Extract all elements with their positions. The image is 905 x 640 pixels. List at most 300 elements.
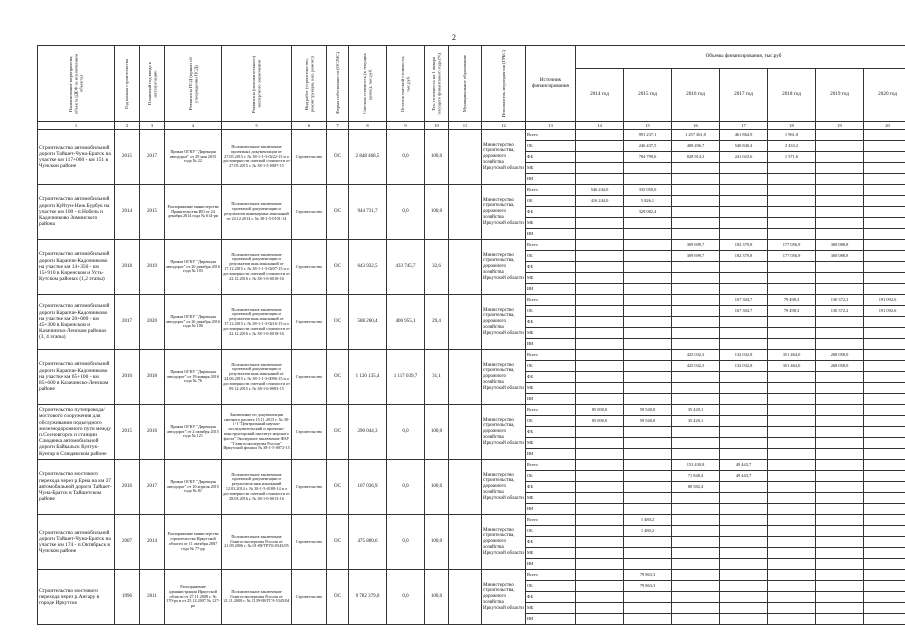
funding-value <box>864 471 905 482</box>
funding-value <box>576 284 624 295</box>
work-type: Строительство <box>292 570 327 625</box>
source-label: МБ <box>526 218 576 229</box>
funding-value <box>816 196 864 207</box>
expert-details: Положительное заключение Главгосэкспертизы России от 21.09.2006 г. № 01-08/ТРУБ-0543/05 <box>222 515 292 570</box>
funding-value <box>864 372 905 383</box>
funding-value <box>864 438 905 449</box>
funding-value <box>768 372 816 383</box>
municipality <box>449 570 482 625</box>
source-label: ОБ <box>526 306 576 317</box>
column-header-label: Наименование мероприятия, объекта (ДЕФ за исключением объекта) <box>68 53 84 114</box>
funding-value <box>864 515 905 526</box>
funding-value <box>672 570 720 581</box>
funding-value <box>720 207 768 218</box>
funding-value <box>864 240 905 251</box>
readiness: 100,0 <box>425 185 449 240</box>
funding-value <box>864 361 905 372</box>
source-label: ИИ <box>526 284 576 295</box>
funding-value: 79 863,3 <box>624 570 672 581</box>
funding-value: 246 437,5 <box>624 141 672 152</box>
funding-value <box>672 592 720 603</box>
psd-details: Приказ ОГКУ "Дирекция автодорог" от 26 декабря 2016 года № 103 <box>165 240 222 295</box>
readiness: 100,0 <box>425 130 449 185</box>
funding-value <box>816 581 864 592</box>
funding-value <box>672 526 720 537</box>
funding-value <box>624 460 672 471</box>
funding-value: 991 237,1 <box>624 130 672 141</box>
funding-value <box>816 515 864 526</box>
funding-value <box>576 471 624 482</box>
column-header-label: Форма собственности (ОС/МС) <box>334 52 340 115</box>
funding-value <box>672 229 720 240</box>
funding-value <box>864 603 905 614</box>
funding-value <box>768 383 816 394</box>
funding-value: 241 023,6 <box>720 152 768 163</box>
funding-value: 268 058,0 <box>816 361 864 372</box>
table-row <box>38 350 905 361</box>
funding-value <box>624 559 672 570</box>
column-header-label: Остаток сметной стоимости, тыс.руб. <box>400 55 411 112</box>
funding-value <box>672 548 720 559</box>
end-year: 2017 <box>140 130 165 185</box>
index-cell: 5 <box>222 122 292 130</box>
funding-value <box>672 504 720 515</box>
funding-value: 182 379,8 <box>720 240 768 251</box>
source-label: МБ <box>526 273 576 284</box>
estimated-cost: 107 036,9 <box>349 460 387 515</box>
index-cell: 9 <box>387 122 425 130</box>
funding-value <box>576 130 624 141</box>
funding-value <box>768 185 816 196</box>
funding-value <box>624 394 672 405</box>
work-type: Строительство <box>292 350 327 405</box>
funding-value <box>576 350 624 361</box>
funding-value: 351 464,0 <box>768 350 816 361</box>
funding-value <box>624 383 672 394</box>
expert-details: Положительное заключение проектной документации и результатов инж.изысканий от 17.12.2015 г. № 38-1-1-3-0216-15 и о достоверности сметной стоимости от 22.12.2016 г. № 38-1-6-0018-16 <box>222 295 292 350</box>
index-cell: 7 <box>327 122 349 130</box>
funding-value <box>768 427 816 438</box>
readiness: 32,6 <box>425 240 449 295</box>
funding-value <box>816 405 864 416</box>
funding-value <box>624 306 672 317</box>
funding-value: 191 092,6 <box>864 306 905 317</box>
funding-value <box>864 262 905 273</box>
estimated-cost: 588 260,4 <box>349 295 387 350</box>
funding-value <box>768 405 816 416</box>
start-year: 2015 <box>115 405 140 460</box>
municipality <box>449 295 482 350</box>
funding-value <box>768 449 816 460</box>
funding-value <box>816 130 864 141</box>
funding-value: 1 480,2 <box>624 526 672 537</box>
psd-details: Приказ ОГКУ "Дирекция автодорог" от 2 октября 2015 года № 121 <box>165 405 222 460</box>
column-header <box>165 46 222 122</box>
funding-value <box>816 592 864 603</box>
remaining-cost: 406 955,1 <box>387 295 425 350</box>
funding-value: 309 699,7 <box>672 251 720 262</box>
funding-value <box>768 471 816 482</box>
column-header-label: Вид работ (строительство, реконструкция, кап. ремонт) <box>303 55 314 112</box>
funding-value: 351 464,0 <box>768 361 816 372</box>
funding-value <box>624 174 672 185</box>
work-type: Строительство <box>292 130 327 185</box>
funding-value: 329 082,4 <box>624 207 672 218</box>
index-cell: 20 <box>864 122 905 130</box>
end-year: 2017 <box>140 460 165 515</box>
column-header <box>38 46 115 122</box>
funding-value: 85 000,0 <box>576 405 624 416</box>
column-header-label: Муниципальное образование <box>462 54 468 113</box>
municipality <box>449 350 482 405</box>
funding-value <box>624 328 672 339</box>
funding-value <box>816 603 864 614</box>
funding-value: 130 372,2 <box>816 295 864 306</box>
funding-value <box>672 603 720 614</box>
funding-value <box>672 328 720 339</box>
funding-value <box>720 427 768 438</box>
funding-value <box>672 284 720 295</box>
funding-value <box>720 548 768 559</box>
funding-value <box>576 394 624 405</box>
funding-value <box>864 229 905 240</box>
column-header <box>292 46 327 122</box>
funding-value <box>816 460 864 471</box>
funding-value <box>864 592 905 603</box>
psd-details: Приказ ОГКУ "Дирекция автодорог" от 10 апреля 2015 года № 81 <box>165 460 222 515</box>
funding-value <box>576 427 624 438</box>
executor: Министерство строительства, дорожного хозяйства Иркутской области <box>482 350 526 405</box>
funding-value: 784 799,6 <box>624 152 672 163</box>
source-label: ОБ <box>526 416 576 427</box>
funding-value <box>768 526 816 537</box>
funding-value <box>816 614 864 625</box>
source-label: ИИ <box>526 504 576 515</box>
funding-value <box>768 394 816 405</box>
header-row <box>38 46 905 69</box>
source-label: ФБ <box>526 152 576 163</box>
end-year: 2014 <box>140 515 165 570</box>
funding-value <box>864 328 905 339</box>
estimated-cost: 290 044,3 <box>349 405 387 460</box>
funding-value <box>864 141 905 152</box>
column-header <box>140 46 165 122</box>
funding-value <box>624 163 672 174</box>
funding-value <box>768 460 816 471</box>
funding-value <box>720 581 768 592</box>
funding-value <box>768 317 816 328</box>
source-label: Всего <box>526 295 576 306</box>
source-label: ИИ <box>526 174 576 185</box>
funding-value <box>576 174 624 185</box>
funding-value <box>720 185 768 196</box>
funding-value <box>864 493 905 504</box>
funding-value <box>576 229 624 240</box>
executor: Министерство строительства, дорожного хозяйства Иркутской области <box>482 405 526 460</box>
expert-details: Положительное заключение Главгосэкспертизы России от 21.11.2008 г. № 1139-08/ГГЭ-5345/04 <box>222 570 292 625</box>
funding-value <box>576 504 624 515</box>
funding-value <box>768 284 816 295</box>
table-row <box>38 295 905 306</box>
funding-value <box>576 218 624 229</box>
end-year: 2011 <box>140 570 165 625</box>
index-cell: 18 <box>768 122 816 130</box>
source-label: Всего <box>526 570 576 581</box>
funding-value <box>672 537 720 548</box>
funding-value: 425 032,3 <box>672 350 720 361</box>
estimated-cost: 475 800,6 <box>349 515 387 570</box>
funding-value <box>672 449 720 460</box>
funding-value <box>576 240 624 251</box>
funding-value <box>624 317 672 328</box>
index-cell: 6 <box>292 122 327 130</box>
work-type: Строительство <box>292 460 327 515</box>
source-label: ИИ <box>526 449 576 460</box>
source-label: МБ <box>526 328 576 339</box>
funding-value: 309 699,7 <box>672 240 720 251</box>
funding-value <box>816 218 864 229</box>
column-header <box>482 46 526 122</box>
funding-value: 1 571,6 <box>768 152 816 163</box>
column-header-label: Реквизиты ПСД (приказ об утверждении ПСД) <box>187 57 198 110</box>
source-label: ОБ <box>526 361 576 372</box>
funding-value <box>864 218 905 229</box>
funding-value <box>672 394 720 405</box>
expert-details: Положительное заключение проектной документации и результатов инж.изысканий от 24.06.2015 г. № 38-1-1-3-0096-15 и о достоверности сметной стоимости от 09.12.2015 г. № 38-1-6-0083-15 <box>222 350 292 405</box>
funding-value <box>720 328 768 339</box>
funding-value <box>720 174 768 185</box>
remaining-cost: 0,0 <box>387 185 425 240</box>
funding-value <box>576 548 624 559</box>
funding-value <box>720 383 768 394</box>
funding-value <box>624 339 672 350</box>
ownership: ОС <box>327 515 349 570</box>
funding-value <box>576 537 624 548</box>
funding-value <box>624 240 672 251</box>
funding-value: 167 304,7 <box>720 306 768 317</box>
funding-value: 408 496,7 <box>672 141 720 152</box>
funding-value <box>864 416 905 427</box>
funding-value: 167 304,7 <box>720 295 768 306</box>
funding-value: 80 582,4 <box>672 482 720 493</box>
funding-value: 546 244,0 <box>576 185 624 196</box>
funding-value <box>720 394 768 405</box>
page-number: 2 <box>452 33 456 42</box>
funding-value <box>576 207 624 218</box>
municipality <box>449 515 482 570</box>
year-header: 2018 год <box>768 69 816 122</box>
remaining-cost: 0,0 <box>387 460 425 515</box>
object-name: Строительство автомобильной дороги Куйтун-Ниж.Бурбук на участке км 100 - п.Нобель и Кадочниково Зиминского района <box>38 185 115 240</box>
funding-value: 1 480,2 <box>624 515 672 526</box>
readiness: 100,0 <box>425 570 449 625</box>
start-year: 2014 <box>115 185 140 240</box>
funding-value <box>576 372 624 383</box>
object-name: Строительство автомобильной дороги Карапчи-Кадочниково на участке км 14+350 - км 15+910 в Киренском и Усть-Кутском районах (1,2 этапы) <box>38 240 115 295</box>
expert-details: Положительное заключение проектной документации и результатов инженерных изысканий от 24.12.2014 г. № 38-1-5-0101-14 <box>222 185 292 240</box>
work-type: Строительство <box>292 515 327 570</box>
source-label: ФБ <box>526 372 576 383</box>
start-year: 2007 <box>115 515 140 570</box>
column-header <box>449 46 482 122</box>
funding-value <box>720 515 768 526</box>
municipality <box>449 185 482 240</box>
funding-value: 49 443,7 <box>720 471 768 482</box>
executor: Министерство строительства, дорожного хозяйства Иркутской области <box>482 240 526 295</box>
funding-value <box>624 350 672 361</box>
funding-value <box>624 218 672 229</box>
column-header <box>425 46 449 122</box>
psd-details: Распоряжение администрации Иркутской области от 27.11.2008 г. № 170-ра и от 25.12.2007 № 127-ра <box>165 570 222 625</box>
funding-value <box>816 471 864 482</box>
funding-value <box>624 592 672 603</box>
executor: Министерство строительства, дорожного хозяйства Иркутской области <box>482 570 526 625</box>
source-label: ИИ <box>526 559 576 570</box>
funding-value <box>864 185 905 196</box>
funding-value <box>768 416 816 427</box>
funding-value <box>576 614 624 625</box>
table-row <box>38 130 905 141</box>
funding-value <box>768 262 816 273</box>
funding-value <box>768 163 816 174</box>
column-header-label: Сметная стоимость (в текущих ценах), тыс.руб. <box>362 53 373 114</box>
funding-value <box>768 515 816 526</box>
object-name: Строительство мостового перехода через р.Ерма на км 37 автомобильной дороги Тайшет-Чуна-Братск в Тайшетском районе <box>38 460 115 515</box>
table-row <box>38 185 905 196</box>
funding-value <box>816 537 864 548</box>
funding-value <box>624 427 672 438</box>
column-header-label: Тех. готовность на 1 января текущего финансового года (%) <box>431 52 442 115</box>
end-year: 2019 <box>140 240 165 295</box>
estimated-cost: 9 782 379,0 <box>349 570 387 625</box>
funding-value <box>768 207 816 218</box>
estimated-cost: 944 731,7 <box>349 185 387 240</box>
funding-value <box>768 328 816 339</box>
source-label: Всего <box>526 350 576 361</box>
object-name: Строительство путепровода/мостового сооружения для обслуживания подъездного железнодорожного пути между п.Сосновгорск и станции Слюдянка автомобильной дороги Байкальск Култук-Кунгар в Слюдянском районе <box>38 405 115 460</box>
readiness: 31,1 <box>425 350 449 405</box>
object-name: Строительство автомобильной дороги Тайшет-Чуна-Братск на участке км 117+000 - км 151 в Чунском районе <box>38 130 115 185</box>
ownership: ОС <box>327 350 349 405</box>
ownership: ОС <box>327 405 349 460</box>
funding-value <box>624 273 672 284</box>
funding-value <box>816 526 864 537</box>
funding-value <box>624 548 672 559</box>
funding-table <box>37 45 905 625</box>
funding-value <box>864 460 905 471</box>
funding-value: 152 430,8 <box>672 460 720 471</box>
estimated-cost: 643 932,5 <box>349 240 387 295</box>
index-cell: 16 <box>672 122 720 130</box>
estimated-cost: 1 120 135,4 <box>349 350 387 405</box>
index-cell: 15 <box>624 122 672 130</box>
funding-value <box>768 592 816 603</box>
funding-value <box>720 526 768 537</box>
column-header <box>349 46 387 122</box>
expert-details: Заключение по документации сметного расчета 15.11.2015 г. № 38-1-1 "Центральный научно-исследовательский и проектно-конструкторский институт морского флота" Экспертное заключение ФАУ "Главгосэкспертиза России" Иркутский филиал № 38-1-5-0072-15 <box>222 405 292 460</box>
source-label: Всего <box>526 460 576 471</box>
funding-value <box>816 273 864 284</box>
funding-value <box>816 372 864 383</box>
funding-value <box>576 383 624 394</box>
funding-value <box>816 339 864 350</box>
funding-value <box>672 383 720 394</box>
funding-value <box>672 372 720 383</box>
year-header: 2014 год <box>576 69 624 122</box>
index-cell: 17 <box>720 122 768 130</box>
funding-value <box>768 273 816 284</box>
source-label: ИИ <box>526 339 576 350</box>
funding-value <box>624 262 672 273</box>
funding-value: 177 056,9 <box>768 251 816 262</box>
funding-value: 461 864,9 <box>720 130 768 141</box>
funding-value <box>816 449 864 460</box>
end-year: 2016 <box>140 405 165 460</box>
psd-details: Приказ ОГКУ "Дирекция автодорог" от 26 декабря 2016 года № 106 <box>165 295 222 350</box>
funding-value <box>768 229 816 240</box>
funding-value <box>816 559 864 570</box>
funding-value <box>720 559 768 570</box>
column-header <box>115 46 140 122</box>
start-year: 2017 <box>115 295 140 350</box>
funding-value: 79 498,3 <box>768 306 816 317</box>
municipality <box>449 240 482 295</box>
funding-value: 59 540,0 <box>624 416 672 427</box>
funding-value: 79 863,3 <box>624 581 672 592</box>
funding-value <box>864 130 905 141</box>
funding-value: 191 092,6 <box>864 295 905 306</box>
funding-value: 79 498,3 <box>768 295 816 306</box>
funding-value <box>768 218 816 229</box>
funding-value <box>576 559 624 570</box>
index-cell: 10 <box>425 122 449 130</box>
funding-value <box>576 515 624 526</box>
year-header: 2019 год <box>816 69 864 122</box>
funding-value <box>816 284 864 295</box>
column-header-label: Исполнитель мероприятия (ГРБС) <box>500 49 506 118</box>
index-cell: 8 <box>349 122 387 130</box>
source-label: МБ <box>526 603 576 614</box>
object-name: Строительство автомобильной дороги Карапчи-Кадочниково на участке км 20+000 - км 45+300 в Киренском и Казачинско-Ленском районах (3, 4 этапы) <box>38 295 115 350</box>
funding-value: 177 056,9 <box>768 240 816 251</box>
remaining-cost: 0,0 <box>387 405 425 460</box>
funding-value <box>576 317 624 328</box>
funding-value <box>576 449 624 460</box>
funding-value <box>816 328 864 339</box>
funding-value <box>720 339 768 350</box>
funding-value <box>672 559 720 570</box>
funding-value <box>576 570 624 581</box>
funding-value <box>576 603 624 614</box>
source-label: ОБ <box>526 526 576 537</box>
funding-value <box>720 482 768 493</box>
municipality <box>449 460 482 515</box>
funding-value: 268 058,0 <box>816 350 864 361</box>
funding-value <box>672 515 720 526</box>
funding-value <box>864 152 905 163</box>
source-label: ФБ <box>526 592 576 603</box>
funding-value <box>624 471 672 482</box>
source-label: Всего <box>526 240 576 251</box>
funding-value <box>576 152 624 163</box>
expert-details: Положительное заключение проектной документации и результатов инж.изысканий от 17.12.2015 г. № 38-1-1-3-0207-15 и о достоверности сметной стоимости от 22.12.2016 г. № 38-1-6-0018-16 <box>222 240 292 295</box>
funding-value <box>816 207 864 218</box>
table-row <box>38 515 905 526</box>
funding-value <box>576 482 624 493</box>
source-label: МБ <box>526 438 576 449</box>
funding-value <box>672 614 720 625</box>
expert-details: Положительное заключение проектных документации от 27.05.2015 г. № 38-1-1-3-0222-15 и о достоверности сметной стоимости от 27.05.2015 г. № 38-1-5-0087-15 <box>222 130 292 185</box>
